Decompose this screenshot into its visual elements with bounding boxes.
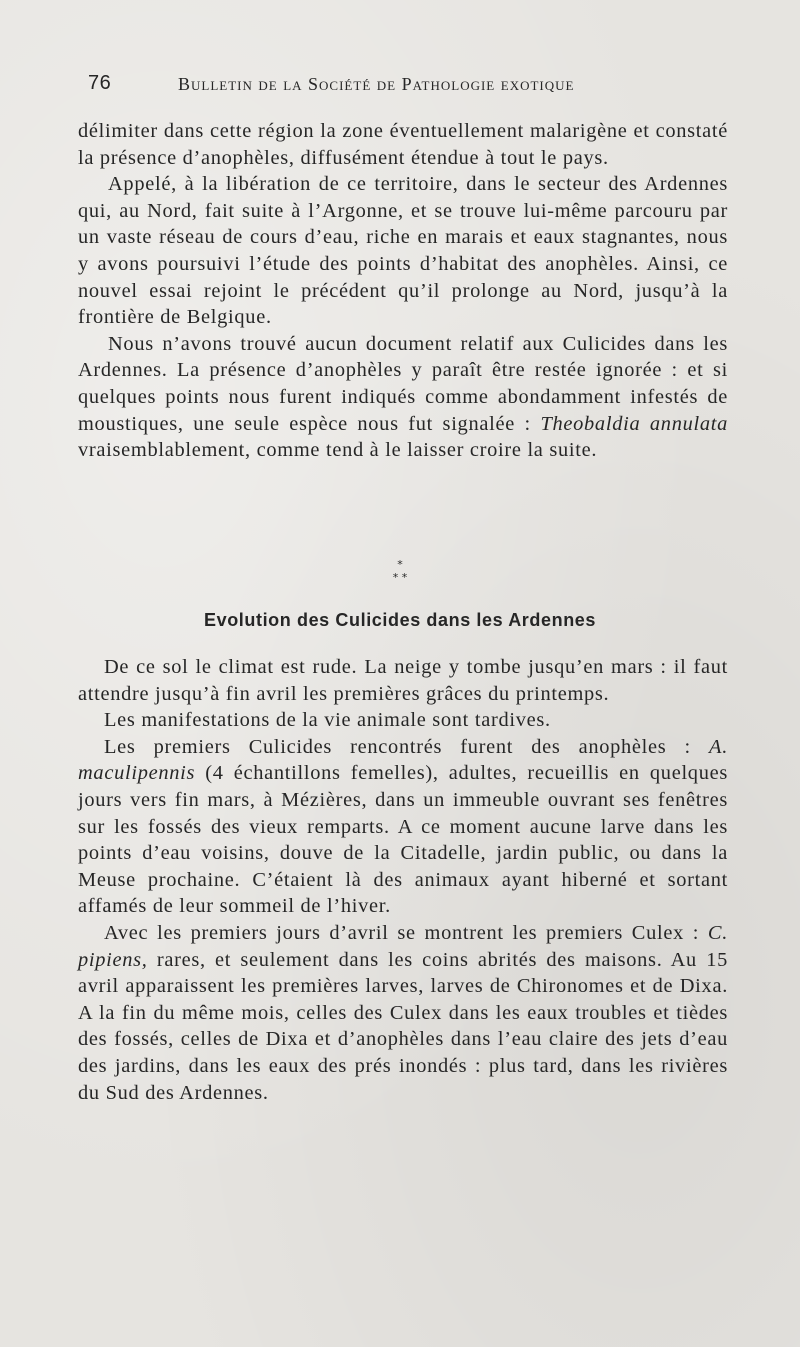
- text-run: vraisemblablement, comme tend à le laisser croire la suite.: [78, 439, 598, 462]
- page-number: 76: [88, 72, 112, 94]
- body-text-section-2: [78, 654, 728, 1106]
- paragraph: [78, 734, 728, 920]
- section-heading: Evolution des Culicides dans les Ardennes: [203, 610, 597, 630]
- paragraph: De ce sol le climat est rude. La neige y tombe jusqu’en mars : il faut attendre jusqu’à fin avril les premières grâces du printemps.: [78, 656, 728, 705]
- text-run: Les premiers Culicides rencontrés furent des anophèles :: [104, 735, 710, 758]
- species-name: Theobaldia annulata: [540, 412, 729, 435]
- text-run: (4 échantillons femelles), adultes, recueillis en quelques jours vers fin mars, à Mézières, dans un immeuble ouvrant ses fenêtres sur les fossés des vieux remparts. A ce moment aucune larve dans les points d’eau voisins, douve de la Citadelle, jardin public, ou dans la Meuse prochaine. C’étaient là des animaux ayant hiberné et sortant affamés de leur sommeil de l’hiver.: [78, 762, 728, 918]
- text-run: rares, et seulement dans les coins abrités des maisons. Au 15 avril apparaissent les premières larves, larves de Chironomes et de Dixa. A la fin du même mois, celles des Culex dans les eaux troubles et tièdes des fossés, celles de Dixa et d’anophèles dans l’eau claire des jets d’eau des jardins, dans les eaux des prés inondés : plus tard, dans les rivières du Sud des Ardennes.: [78, 948, 728, 1104]
- separator-stars-bottom: * *: [392, 571, 408, 584]
- running-title: Bulletin de la Société de Pathologie exotique: [178, 74, 575, 94]
- separator-star-top: *: [397, 558, 403, 571]
- paragraph: [78, 920, 728, 1106]
- text-run: Nous n’avons trouvé aucun document relatif aux Culicides dans les Ardennes. La présence d’anophèles y paraît être restée ignorée : et si quelques points nous furent indiqués comme abondamment infestés de moustiques, une seule espèce nous fut signalée :: [78, 332, 728, 435]
- section-separator: [0, 558, 800, 584]
- page-header: [88, 72, 650, 102]
- body-text-section-1: [78, 118, 728, 464]
- species-name: C. pipiens,: [78, 921, 728, 971]
- text-run: Avec les premiers jours d’avril se montrent les premiers Culex :: [104, 921, 708, 944]
- paragraph: Les manifestations de la vie animale sont tardives.: [104, 709, 551, 732]
- paragraph: [78, 331, 728, 464]
- species-name: A. maculipennis: [78, 735, 728, 785]
- paragraph: délimiter dans cette région la zone éventuellement malarigène et constaté la présence d’anophèles, diffusément étendue à tout le pays.: [78, 120, 728, 169]
- paragraph: Appelé, à la libération de ce territoire, dans le secteur des Ardennes qui, au Nord, fait suite à l’Argonne, et se trouve lui-même parcouru par un vaste réseau de cours d’eau, riche en marais et eaux stagnantes, nous y avons poursuivi l’étude des points d’habitat des anophèles. Ainsi, ce nouvel essai rejoint le précédent qu’il prolonge au Nord, jusqu’à la frontière de Belgique.: [78, 173, 728, 329]
